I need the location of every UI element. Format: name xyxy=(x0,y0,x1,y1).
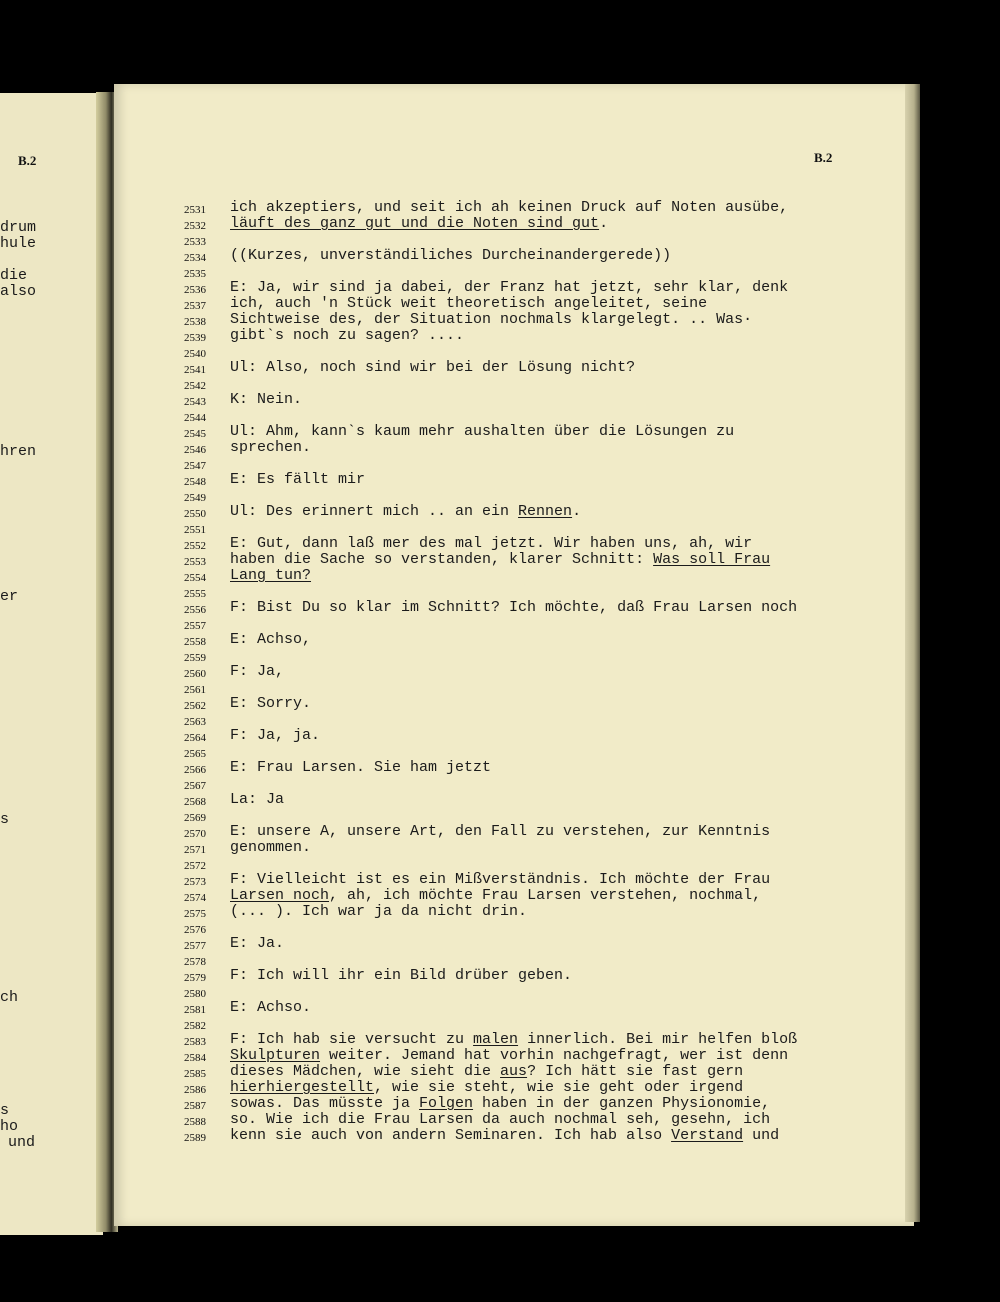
line-number: 2571 xyxy=(184,844,206,856)
line-number: 2582 xyxy=(184,1020,206,1032)
line-number: 2566 xyxy=(184,764,206,776)
line-number: 2537 xyxy=(184,300,206,312)
line-number: 2538 xyxy=(184,316,206,328)
line-number: 2557 xyxy=(184,620,206,632)
page-edge xyxy=(905,84,920,1222)
line-number: 2573 xyxy=(184,876,206,888)
text-segment: F: Ich hab sie versucht zu xyxy=(230,1031,474,1048)
left-page-fragment: die xyxy=(0,267,28,284)
line-number: 2531 xyxy=(184,204,206,216)
line-number: 2535 xyxy=(184,268,206,280)
transcript-line xyxy=(230,1000,311,1016)
line-number: 2550 xyxy=(184,508,206,520)
transcript-line xyxy=(230,1128,779,1144)
line-number: 2565 xyxy=(184,748,206,760)
transcript-line xyxy=(230,568,311,584)
text-segment: La: Ja xyxy=(230,791,285,808)
left-page-fragment: ho xyxy=(0,1118,19,1135)
text-segment: kenn sie auch von andern Seminaren. Ich hab also xyxy=(230,1127,672,1144)
text-segment: Ul: Ahm, kann`s kaum mehr aushalten über die Lösungen zu xyxy=(230,423,735,440)
line-number: 2540 xyxy=(184,348,206,360)
line-number: 2581 xyxy=(184,1004,206,1016)
line-number: 2583 xyxy=(184,1036,206,1048)
text-segment: ich, auch 'n Stück weit theoretisch angeleitet, seine xyxy=(230,295,708,312)
text-segment: E: Sorry. xyxy=(230,695,312,712)
transcript-line xyxy=(230,792,284,808)
transcript-line xyxy=(230,200,788,216)
transcript-line xyxy=(230,904,527,920)
text-segment: dieses Mädchen, wie sieht die xyxy=(230,1063,501,1080)
line-number: 2534 xyxy=(184,252,206,264)
text-segment: F: Ja, xyxy=(230,663,285,680)
text-segment: haben in der ganzen Physionomie, xyxy=(473,1095,771,1112)
transcript-line xyxy=(230,280,788,296)
line-number: 2587 xyxy=(184,1100,206,1112)
line-number: 2588 xyxy=(184,1116,206,1128)
underlined-text: aus xyxy=(500,1063,528,1080)
left-page-header: B.2 xyxy=(18,153,37,168)
text-segment: ich akzeptiers, und seit ich ah keinen Druck auf Noten ausübe, xyxy=(230,199,789,216)
transcript-line xyxy=(230,504,581,520)
line-number: 2569 xyxy=(184,812,206,824)
transcript-line xyxy=(230,312,752,328)
underlined-text: malen xyxy=(473,1031,519,1048)
text-segment: ((Kurzes, unverständiliches Durcheinandergerede)) xyxy=(230,247,672,264)
transcript-line xyxy=(230,1032,797,1048)
line-number: 2533 xyxy=(184,236,206,248)
underlined-text: Rennen xyxy=(518,503,573,520)
line-number: 2589 xyxy=(184,1132,206,1144)
left-page xyxy=(0,93,103,1235)
line-number: 2575 xyxy=(184,908,206,920)
text-segment: E: Gut, dann laß mer des mal jetzt. Wir haben uns, ah, wir xyxy=(230,535,753,552)
text-segment: genommen. xyxy=(230,839,312,856)
line-number: 2584 xyxy=(184,1052,206,1064)
text-segment: innerlich. Bei mir helfen bloß xyxy=(518,1031,798,1048)
left-page-fragment: und xyxy=(8,1134,36,1151)
transcript-line xyxy=(230,872,770,888)
transcript-line xyxy=(230,888,761,904)
transcript-line xyxy=(230,968,572,984)
text-segment: F: Ich will ihr ein Bild drüber geben. xyxy=(230,967,573,984)
text-segment: , ah, ich möchte Frau Larsen verstehen, nochmal, xyxy=(329,887,762,904)
line-number: 2542 xyxy=(184,380,206,392)
transcript-line xyxy=(230,936,284,952)
text-segment: Ul: Also, noch sind wir bei der Lösung nicht? xyxy=(230,359,636,376)
line-number: 2539 xyxy=(184,332,206,344)
line-number: 2580 xyxy=(184,988,206,1000)
left-page-fragment: drum xyxy=(0,219,37,236)
line-number: 2549 xyxy=(184,492,206,504)
line-number: 2570 xyxy=(184,828,206,840)
line-number: 2541 xyxy=(184,364,206,376)
text-segment: F: Ja, ja. xyxy=(230,727,321,744)
left-page-fragment: ch xyxy=(0,989,19,1006)
transcript-line xyxy=(230,328,464,344)
line-number: 2567 xyxy=(184,780,206,792)
page-header: B.2 xyxy=(814,150,833,165)
line-number: 2559 xyxy=(184,652,206,664)
line-number: 2551 xyxy=(184,524,206,536)
transcript-line xyxy=(230,1064,743,1080)
transcript-line xyxy=(230,1048,788,1064)
underlined-text: Verstand xyxy=(671,1127,744,1144)
text-segment: sprechen. xyxy=(230,439,312,456)
transcript-line xyxy=(230,392,302,408)
underlined-text: Was soll Frau xyxy=(653,551,771,568)
line-number: 2543 xyxy=(184,396,206,408)
line-number: 2560 xyxy=(184,668,206,680)
line-number: 2554 xyxy=(184,572,206,584)
text-segment: E: Achso. xyxy=(230,999,312,1016)
line-number: 2574 xyxy=(184,892,206,904)
line-number: 2562 xyxy=(184,700,206,712)
transcript-line xyxy=(230,1096,770,1112)
transcript-line xyxy=(230,216,608,232)
line-number: 2561 xyxy=(184,684,206,696)
underlined-text: läuft des ganz gut und die Noten sind gut xyxy=(230,215,600,232)
text-segment: ? Ich hätt sie fast gern xyxy=(527,1063,744,1080)
text-segment: E: Ja. xyxy=(230,935,285,952)
transcript-line xyxy=(230,440,311,456)
text-segment: (... ). Ich war ja da nicht drin. xyxy=(230,903,528,920)
text-segment: gibt`s noch zu sagen? .... xyxy=(230,327,465,344)
transcript-line xyxy=(230,248,671,264)
text-segment: und xyxy=(743,1127,780,1144)
transcript-line xyxy=(230,552,770,568)
line-number: 2532 xyxy=(184,220,206,232)
text-segment: E: Achso, xyxy=(230,631,312,648)
line-number: 2546 xyxy=(184,444,206,456)
text-segment: Sichtweise des, der Situation nochmals klargelegt. .. Was· xyxy=(230,311,753,328)
transcript-line xyxy=(230,1080,743,1096)
left-page-fragment: er xyxy=(0,588,19,605)
transcript-line xyxy=(230,632,311,648)
transcript-line xyxy=(230,536,752,552)
transcript-line xyxy=(230,840,311,856)
transcript-line xyxy=(230,1112,770,1128)
text-segment: F: Bist Du so klar im Schnitt? Ich möchte, daß Frau Larsen noch xyxy=(230,599,798,616)
transcript-line xyxy=(230,824,770,840)
line-number: 2576 xyxy=(184,924,206,936)
transcript-line xyxy=(230,360,635,376)
text-segment: haben die Sache so verstanden, klarer Schnitt: xyxy=(230,551,654,568)
line-number: 2578 xyxy=(184,956,206,968)
underlined-text: Skulpturen xyxy=(230,1047,321,1064)
transcript-line xyxy=(230,296,707,312)
left-page-fragment: s xyxy=(0,811,10,828)
transcript-line xyxy=(230,600,797,616)
transcript-line xyxy=(230,760,491,776)
line-number: 2577 xyxy=(184,940,206,952)
underlined-text: hierhiergestellt xyxy=(230,1079,375,1096)
transcript-line xyxy=(230,472,365,488)
transcript-line xyxy=(230,728,320,744)
line-number: 2568 xyxy=(184,796,206,808)
line-number: 2563 xyxy=(184,716,206,728)
line-number: 2545 xyxy=(184,428,206,440)
line-number: 2556 xyxy=(184,604,206,616)
line-number: 2548 xyxy=(184,476,206,488)
line-number: 2585 xyxy=(184,1068,206,1080)
text-segment: . xyxy=(572,503,582,520)
text-segment: . xyxy=(599,215,609,232)
text-segment: K: Nein. xyxy=(230,391,303,408)
line-number: 2536 xyxy=(184,284,206,296)
transcript-line xyxy=(230,696,311,712)
line-number: 2579 xyxy=(184,972,206,984)
underlined-text: Larsen noch xyxy=(230,887,330,904)
transcript-line xyxy=(230,664,284,680)
text-segment: F: Vielleicht ist es ein Mißverständnis. Ich möchte der Frau xyxy=(230,871,771,888)
line-number: 2572 xyxy=(184,860,206,872)
text-segment: E: Frau Larsen. Sie ham jetzt xyxy=(230,759,492,776)
line-number: 2564 xyxy=(184,732,206,744)
left-page-fragment: hren xyxy=(0,443,37,460)
line-number: 2547 xyxy=(184,460,206,472)
line-number: 2544 xyxy=(184,412,206,424)
left-page-fragment: hule xyxy=(0,235,37,252)
line-number: 2558 xyxy=(184,636,206,648)
text-segment: sowas. Das müsste ja xyxy=(230,1095,420,1112)
text-segment: E: unsere A, unsere Art, den Fall zu verstehen, zur Kenntnis xyxy=(230,823,771,840)
text-segment: so. Wie ich die Frau Larsen da auch nochmal seh, gesehn, ich xyxy=(230,1111,771,1128)
transcript-line xyxy=(230,424,734,440)
underlined-text: Folgen xyxy=(419,1095,474,1112)
line-number: 2586 xyxy=(184,1084,206,1096)
underlined-text: Lang tun? xyxy=(230,567,312,584)
text-segment: E: Ja, wir sind ja dabei, der Franz hat jetzt, sehr klar, denk xyxy=(230,279,789,296)
left-page-fragment: also xyxy=(0,283,37,300)
text-segment: weiter. Jemand hat vorhin nachgefragt, wer ist denn xyxy=(320,1047,789,1064)
text-segment: , wie sie steht, wie sie geht oder irgend xyxy=(374,1079,744,1096)
line-number: 2553 xyxy=(184,556,206,568)
text-segment: Ul: Des erinnert mich .. an ein xyxy=(230,503,519,520)
line-number: 2552 xyxy=(184,540,206,552)
line-number: 2555 xyxy=(184,588,206,600)
text-segment: E: Es fällt mir xyxy=(230,471,366,488)
left-page-fragment: s xyxy=(0,1102,10,1119)
